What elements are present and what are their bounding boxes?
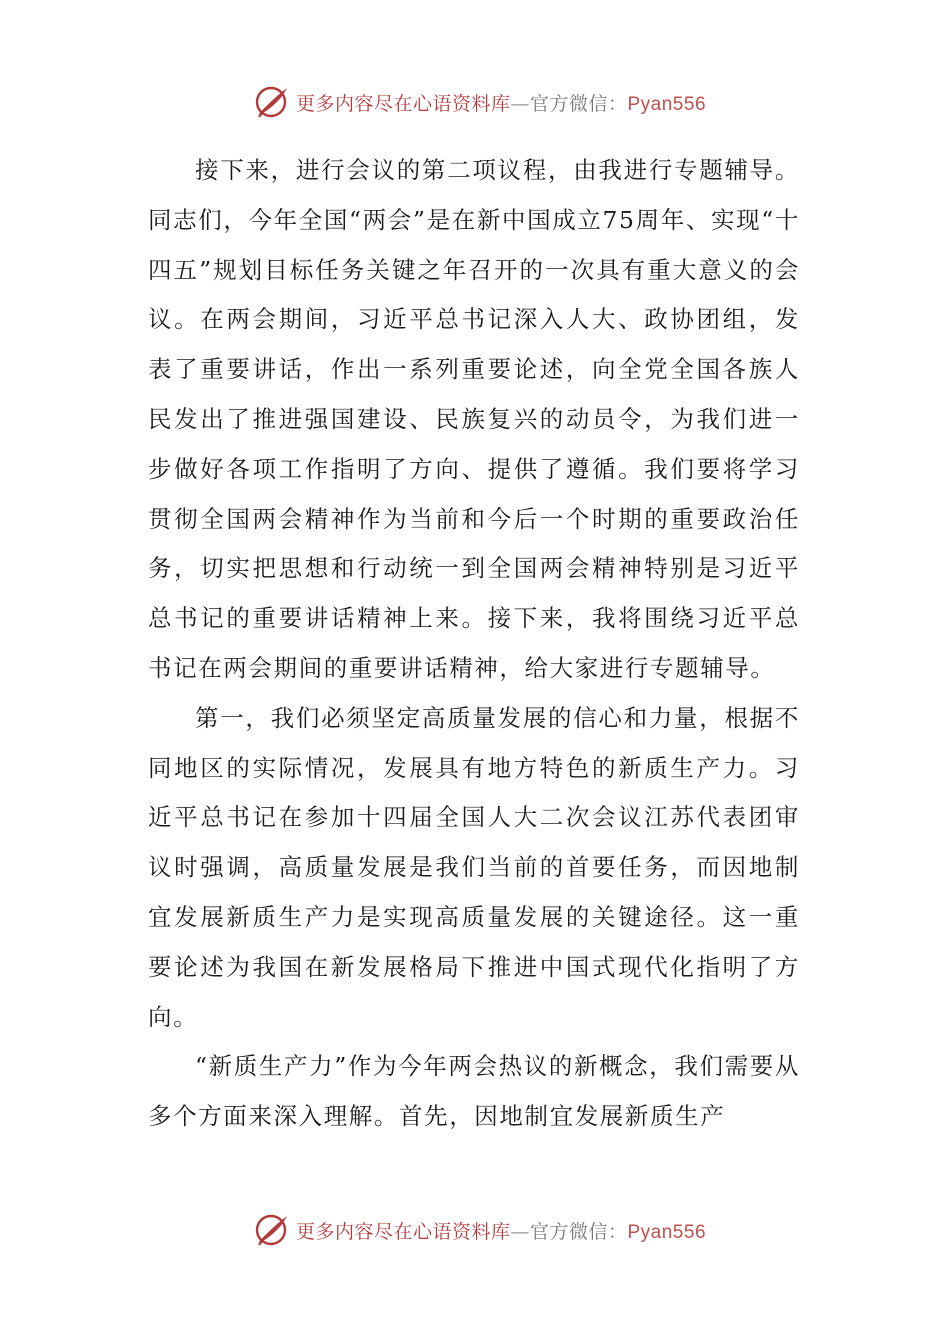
banner-wechat-id: Pyan556	[627, 1221, 707, 1243]
banner-separator: —	[510, 1220, 530, 1243]
banner-content	[254, 84, 706, 120]
banner-text	[296, 1217, 706, 1244]
banner-wechat-id: Pyan556	[627, 93, 707, 115]
header-banner	[0, 80, 950, 124]
banner-text	[296, 89, 706, 116]
paragraph-first-point: 第一，我们必须坚定高质量发展的信心和力量，根据不同地区的实际情况，发展具有地方特色的新质生产力。习近平总书记在参加十四届全国人大二次会议江苏代表团审议时强调，高质量发展是我们当前的首要任务，而因地制宜发展新质生产力是实现高质量发展的关键途径。这一重要论述为我国在新发展格局下推进中国式现代化指明了方向。	[148, 703, 800, 1031]
paragraph-intro: 接下来，进行会议的第二项议程，由我进行专题辅导。同志们，今年全国“两会”是在新中国成立75周年、实现“十四五”规划目标任务关键之年召开的一次具有重大意义的会议。在两会期间，习近平总书记深入人大、政协团组，发表了重要讲话，作出一系列重要论述，向全党全国各族人民发出了推进强国建设、民族复兴的动员令，为我们进一步做好各项工作指明了方向、提供了遵循。我们要将学习贯彻全国两会精神作为当前和今后一个时期的重要政治任务，切实把思想和行动统一到全国两会精神特别是习近平总书记的重要讲话精神上来。接下来，我将围绕习近平总书记在两会期间的重要讲话精神，给大家进行专题辅导。	[148, 156, 800, 682]
quill-pen-circle-icon	[254, 84, 290, 120]
banner-separator: —	[510, 92, 530, 115]
paragraph-new-productivity: “新质生产力”作为今年两会热议的新概念，我们需要从多个方面来深入理解。首先，因地制宜发展新质生产	[148, 1052, 800, 1131]
banner-wechat-label: 官方微信：	[529, 92, 628, 115]
quill-pen-circle-icon	[254, 1212, 290, 1248]
banner-brand: 更多内容尽在心语资料库	[295, 92, 511, 115]
footer-banner	[0, 1208, 950, 1252]
banner-content	[254, 1212, 706, 1248]
banner-wechat-label: 官方微信：	[529, 1220, 628, 1243]
banner-brand: 更多内容尽在心语资料库	[295, 1220, 511, 1243]
document-body	[148, 146, 800, 1142]
